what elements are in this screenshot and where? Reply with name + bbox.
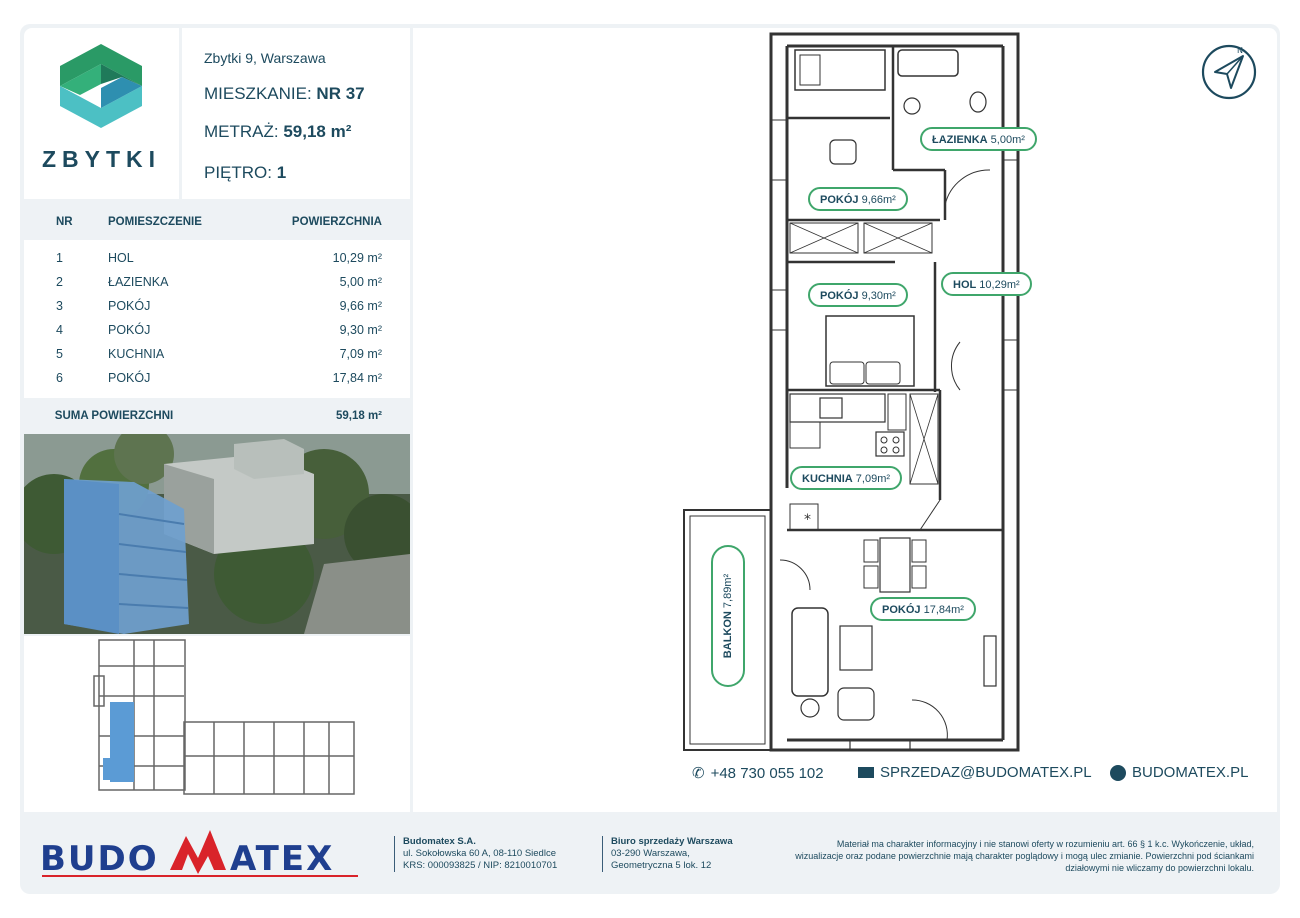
email-text: SPRZEDAZ@BUDOMATEX.PL: [880, 764, 1092, 781]
office-info: [602, 836, 733, 872]
label-balkon-name: BALKON: [722, 611, 734, 659]
floor-plan-panel: [413, 28, 1277, 812]
office-street: Geometryczna 5 lok. 12: [611, 860, 712, 871]
mail-icon: [858, 767, 874, 778]
floor-keyplan: [24, 636, 410, 812]
row-area: 7,09 m²: [339, 347, 382, 361]
label-balkon: [711, 545, 745, 687]
header-nr: NR: [56, 216, 73, 228]
label-lazienka-area: 5,00m²: [990, 134, 1025, 146]
label-pokoj-3: [870, 597, 976, 621]
keyplan-drawing: [24, 636, 410, 812]
website-text: BUDOMATEX.PL: [1132, 764, 1249, 781]
contact-email[interactable]: [858, 764, 1092, 781]
apartment-info: [182, 28, 410, 199]
apartment-value: NR 37: [316, 84, 365, 103]
rooms-table-header: [24, 204, 410, 240]
svg-text:ATEX: ATEX: [230, 839, 335, 879]
phone-icon: ✆: [692, 765, 705, 782]
zbytki-logo-icon: [24, 28, 179, 143]
area-line: [204, 122, 351, 142]
row-name: KUCHNIA: [108, 347, 165, 361]
label-pokoj-1: [808, 187, 908, 211]
label-pokoj-2-name: POKÓJ: [820, 290, 859, 302]
svg-text:*: *: [804, 512, 811, 528]
zbytki-logo-text: ZBYTKI: [41, 146, 162, 172]
rooms-table: [24, 240, 410, 398]
building-aerial-photo: [24, 434, 410, 634]
contact-website[interactable]: [1110, 764, 1248, 781]
row-nr: 5: [56, 347, 63, 361]
label-pokoj-1-area: 9,66m²: [861, 194, 896, 206]
table-row: [24, 271, 410, 295]
area-value: 59,18 m²: [283, 122, 352, 141]
row-name: ŁAZIENKA: [108, 275, 169, 289]
floor-plan-drawing: [413, 28, 1277, 812]
footer: [24, 818, 1278, 892]
globe-icon: [1110, 765, 1126, 781]
row-area: 9,66 m²: [339, 299, 382, 313]
label-pokoj-2: [808, 283, 908, 307]
row-nr: 4: [56, 323, 63, 337]
row-area: 5,00 m²: [339, 275, 382, 289]
area-label: METRAŻ:: [204, 122, 279, 141]
apartment-number-line: [204, 84, 365, 104]
svg-text:BUDO: BUDO: [40, 839, 159, 879]
aerial-photo-illustration: [24, 434, 410, 634]
row-area: 10,29 m²: [332, 251, 382, 265]
header-area: POWIERZCHNIA: [291, 216, 382, 228]
floor-label: PIĘTRO:: [204, 163, 273, 182]
office-city: 03-290 Warszawa,: [611, 848, 690, 859]
label-lazienka-name: ŁAZIENKA: [932, 134, 988, 146]
label-pokoj-1-name: POKÓJ: [820, 194, 859, 206]
label-hol-name: HOL: [953, 279, 977, 291]
table-row: [24, 247, 410, 271]
table-row: [24, 367, 410, 391]
company-name: Budomatex S.A.: [403, 836, 476, 847]
floor-value: 1: [276, 163, 287, 182]
floor-line: [204, 163, 286, 183]
row-name: POKÓJ: [108, 371, 151, 385]
label-pokoj-3-name: POKÓJ: [882, 604, 921, 616]
table-row: [24, 319, 410, 343]
apartment-label: MIESZKANIE:: [204, 84, 312, 103]
label-lazienka: [920, 127, 1037, 151]
label-kuchnia: [790, 466, 902, 490]
label-pokoj-2-area: 9,30m²: [861, 290, 896, 302]
label-hol-area: 10,29m²: [979, 279, 1020, 291]
office-name: Biuro sprzedaży Warszawa: [611, 836, 733, 847]
row-name: POKÓJ: [108, 323, 151, 337]
phone-text: +48 730 055 102: [710, 764, 824, 782]
label-balkon-text: [722, 574, 734, 658]
row-name: HOL: [108, 251, 134, 265]
contact-phone[interactable]: [692, 764, 824, 782]
address: Zbytki 9, Warszawa: [204, 50, 326, 66]
row-area: 9,30 m²: [339, 323, 382, 337]
sum-row: [24, 400, 410, 432]
table-row: [24, 343, 410, 367]
row-nr: 3: [56, 299, 63, 313]
row-nr: 2: [56, 275, 63, 289]
header-room: POMIESZCZENIE: [108, 216, 202, 228]
zbytki-logo-box: [24, 28, 179, 199]
company-registry: KRS: 000093825 / NIP: 8210010701: [403, 860, 558, 871]
sum-value: 59,18 m²: [335, 410, 382, 422]
label-balkon-area: 7,89m²: [722, 573, 734, 609]
table-row: [24, 295, 410, 319]
row-area: 17,84 m²: [332, 371, 382, 385]
north-compass-icon: [1199, 42, 1259, 102]
budomatex-logo: [38, 826, 368, 882]
label-kuchnia-area: 7,09m²: [855, 473, 891, 485]
row-nr: 1: [56, 251, 63, 265]
disclaimer-text: Materiał ma charakter informacyjny i nie stanowi oferty w rozumieniu art. 66 § 1 k.c. Wykończenie, układ, wizualizacje oraz podane powierzchnie mają charakter poglądowy i mogą ulec zmianie. Powierzchni pod ściankami działowymi nie wliczamy do powierzchni lokalu.: [795, 839, 1254, 873]
row-nr: 6: [56, 371, 63, 385]
svg-text:N: N: [1237, 46, 1243, 55]
sum-label: SUMA POWIERZCHNI: [54, 410, 174, 422]
label-hol: [941, 272, 1032, 296]
company-info: [394, 836, 557, 872]
label-kuchnia-name: KUCHNIA: [802, 473, 853, 485]
label-pokoj-3-area: 17,84m²: [923, 604, 964, 616]
company-address: ul. Sokołowska 60 A, 08-110 Siedlce: [403, 848, 556, 859]
row-name: POKÓJ: [108, 299, 151, 313]
